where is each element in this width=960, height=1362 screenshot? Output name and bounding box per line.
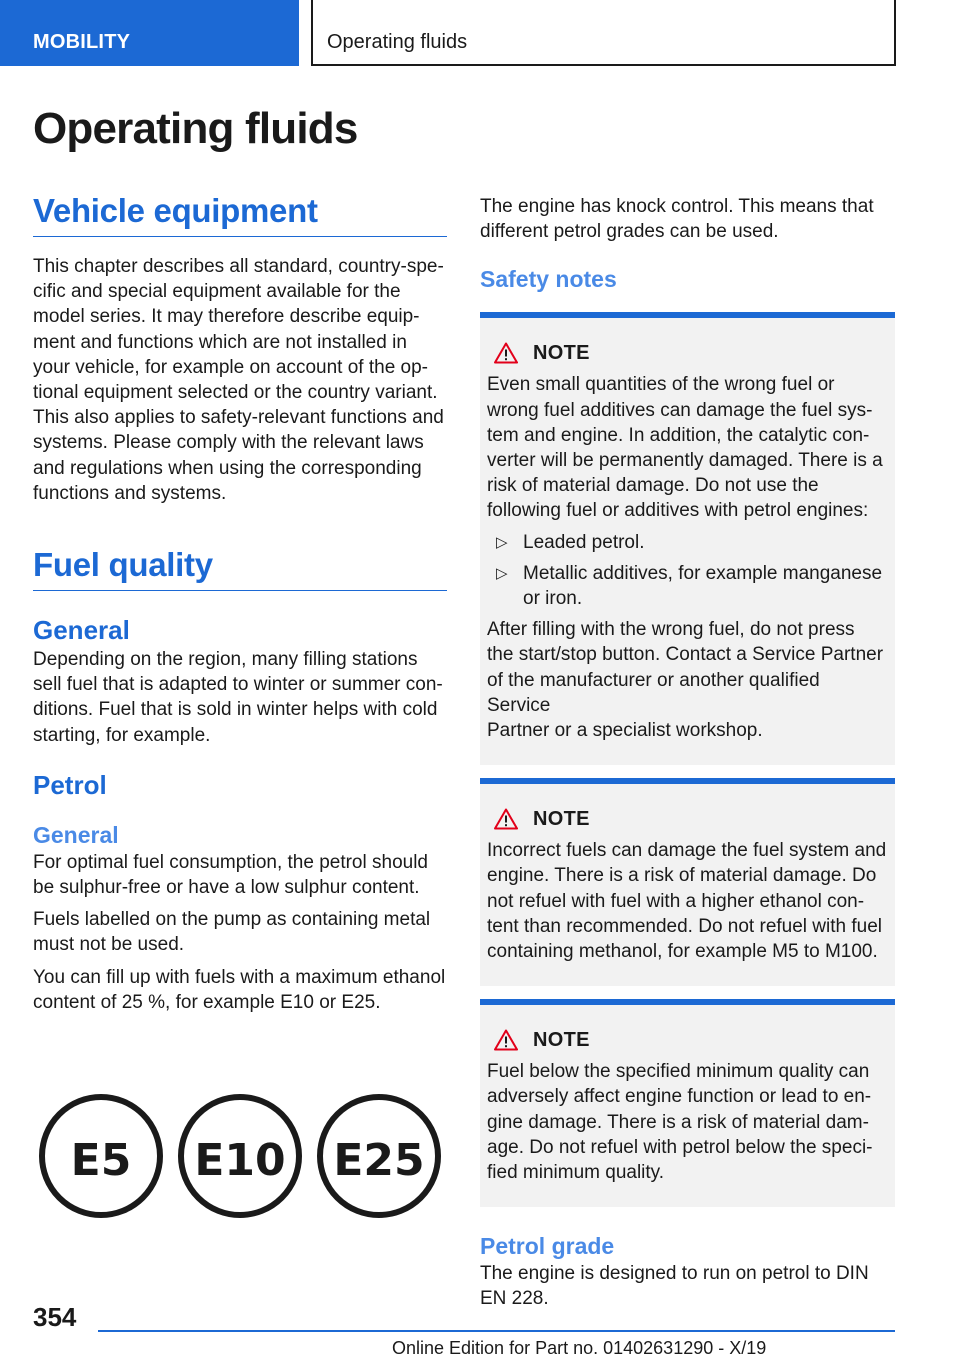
note-bullet-list xyxy=(487,530,888,612)
warning-triangle-icon xyxy=(494,342,518,364)
text-line: containing methanol, for example M5 to M100. xyxy=(487,941,878,963)
vehicle-equipment-text xyxy=(33,254,447,506)
heading-fuel-quality: Fuel quality xyxy=(33,544,447,591)
page-header xyxy=(0,0,960,66)
text-line: engine. There is a risk of material damage. Do xyxy=(487,865,877,887)
text-line: This chapter describes all standard, country-spe- xyxy=(33,256,444,277)
heading-general: General xyxy=(33,615,130,646)
text-line: starting, for example. xyxy=(33,724,211,746)
text-line: tem and engine. In addition, the catalytic con- xyxy=(487,424,870,446)
text-line: Incorrect fuels can damage the fuel system and xyxy=(487,840,887,862)
text-line: The engine has knock control. This means that xyxy=(480,196,874,217)
text-line: ditions. Fuel that is sold in winter helps with cold xyxy=(33,699,438,721)
text-line: not refuel with fuel with a higher ethanol con- xyxy=(487,890,865,912)
heading-safety-notes: Safety notes xyxy=(480,266,617,293)
text-line: Depending on the region, many filling stations xyxy=(33,649,418,671)
text-line: cific and special equipment available for the xyxy=(33,281,401,303)
note-text-after xyxy=(487,617,888,743)
page-title: Operating fluids xyxy=(33,104,358,153)
note-label: NOTE xyxy=(533,341,590,364)
petrol-text-2 xyxy=(33,907,447,957)
page-number: 354 xyxy=(33,1302,77,1332)
note-box xyxy=(480,778,895,986)
footer-edition: Online Edition for Part no. 01402631290 - X/19 xyxy=(392,1338,767,1358)
text-line: This also applies to safety-relevant functions and xyxy=(33,407,444,429)
section-label: MOBILITY xyxy=(33,31,131,53)
text-line: Leaded petrol. xyxy=(523,531,645,553)
text-line: following fuel or additives with petrol engines: xyxy=(487,500,869,522)
text-line: or iron. xyxy=(523,588,583,610)
text-line: After filling with the wrong fuel, do not press xyxy=(487,619,855,641)
text-line: The engine is designed to run on petrol to DIN xyxy=(480,1263,869,1285)
note-box xyxy=(480,999,895,1207)
text-line: the start/stop button. Contact a Service Partner xyxy=(487,644,884,666)
text-line: be sulphur-free or have a low sulphur content. xyxy=(33,877,420,899)
note-label: NOTE xyxy=(533,1028,590,1051)
fuel-label-e5 xyxy=(42,1097,160,1215)
text-line: age. Do not refuel with petrol below the speci- xyxy=(487,1136,873,1158)
footer-divider xyxy=(98,1330,895,1332)
triangle-right-icon: ▷ xyxy=(496,564,508,582)
heading-petrol-grade: Petrol grade xyxy=(480,1233,615,1260)
knock-control-text xyxy=(480,194,895,244)
text-line: functions and systems. xyxy=(33,482,227,504)
petrol-text-3 xyxy=(33,965,447,1015)
text-line: model series. It may therefore describe equip- xyxy=(33,306,420,328)
label-text: E5 xyxy=(70,1135,132,1186)
text-line: tent than recommended. Do not refuel with fuel xyxy=(487,915,883,937)
text-line: tional equipment selected or the country variant. xyxy=(33,382,438,404)
text-line: gine damage. There is a risk of material dam- xyxy=(487,1111,869,1133)
note-text xyxy=(487,372,888,523)
section-tab[interactable] xyxy=(0,0,299,66)
text-line: Partner or a specialist workshop. xyxy=(487,720,763,742)
text-line: sell fuel that is adapted to winter or summer con- xyxy=(33,674,443,696)
note-text xyxy=(487,1059,888,1185)
heading-vehicle-equipment: Vehicle equipment xyxy=(33,190,447,237)
text-line: verter will be permanently damaged. There is a xyxy=(487,450,883,472)
text-line: Fuels labelled on the pump as containing metal xyxy=(33,909,431,931)
chapter-label: Operating fluids xyxy=(327,31,468,53)
text-line: You can fill up with fuels with a maximum ethanol xyxy=(33,966,446,988)
note-header xyxy=(494,1025,888,1055)
text-line: your vehicle, for example on account of the op- xyxy=(33,356,429,378)
text-line: content of 25 %, for example E10 or E25. xyxy=(33,991,381,1013)
note-label: NOTE xyxy=(533,807,590,830)
list-item xyxy=(487,530,888,555)
text-line: adversely affect engine function or lead to en- xyxy=(487,1086,872,1108)
petrol-grade-text xyxy=(480,1261,895,1311)
fuel-label-e25 xyxy=(320,1097,438,1215)
petrol-text-1 xyxy=(33,850,447,900)
note-header xyxy=(494,338,888,368)
heading-petrol: Petrol xyxy=(33,769,107,800)
text-line: wrong fuel additives can damage the fuel sys- xyxy=(487,399,873,421)
note-header xyxy=(494,804,888,834)
fuel-label-illustration xyxy=(38,1090,443,1222)
chapter-tab xyxy=(311,0,896,66)
text-line: risk of material damage. Do not use the xyxy=(487,475,819,497)
label-text: E10 xyxy=(194,1135,286,1186)
label-text: E25 xyxy=(333,1135,425,1186)
text-line: fied minimum quality. xyxy=(487,1162,665,1184)
heading-petrol-general: General xyxy=(33,821,119,848)
text-line: ment and functions which are not installed in xyxy=(33,331,407,353)
text-line: Metallic additives, for example manganese xyxy=(523,562,883,584)
note-text xyxy=(487,838,888,964)
fuel-label-e10 xyxy=(181,1097,299,1215)
text-line: of the manufacturer or another qualified Service xyxy=(487,669,820,716)
fuel-general-text xyxy=(33,647,447,748)
warning-triangle-icon xyxy=(494,808,518,830)
note-box xyxy=(480,312,895,765)
text-line: Even small quantities of the wrong fuel or xyxy=(487,374,835,396)
text-line: systems. Please comply with the relevant laws xyxy=(33,432,424,454)
warning-triangle-icon xyxy=(494,1029,518,1051)
left-column xyxy=(33,190,447,1015)
text-line: For optimal fuel consumption, the petrol should xyxy=(33,851,428,873)
right-column xyxy=(480,194,895,1312)
list-item xyxy=(487,561,888,611)
text-line: and regulations when using the corresponding xyxy=(33,457,422,479)
text-line: Fuel below the specified minimum quality can xyxy=(487,1061,870,1083)
text-line: must not be used. xyxy=(33,934,185,956)
text-line: EN 228. xyxy=(480,1288,549,1310)
text-line: different petrol grades can be used. xyxy=(480,221,779,243)
triangle-right-icon: ▷ xyxy=(496,533,508,551)
